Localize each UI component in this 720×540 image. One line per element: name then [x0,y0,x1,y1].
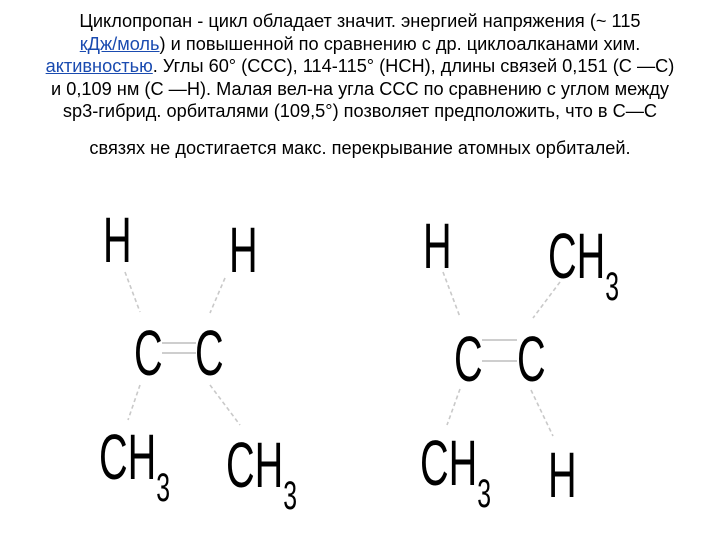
group-ch3 [420,429,491,517]
text-line-1: Циклопропан - цикл обладает значит. энергией напряжения (~ 115 [79,11,641,31]
group-ch3 [226,431,297,519]
link-activity[interactable]: активностью [45,56,153,76]
structure-cis [99,206,297,519]
group-ch3 [99,423,170,511]
atom-c: C [454,324,483,396]
ch3-subscript: 3 [156,466,171,511]
ch3-subscript: 3 [477,472,492,517]
text-line-5: sp3-гибрид. орбиталями (109,5°) позволяет предположить, что в С—С [62,101,658,121]
link-kj-mol[interactable]: кДж/моль [79,33,160,54]
group-ch3 [548,222,619,310]
text-line-4: и 0,109 нм (С —Н). Малая вел-на угла ССС по сравнению с углом между [51,78,669,99]
text-line-2-rest: ) и повышенной по сравнению с др. циклоалканами хим. [159,33,641,54]
bond-h-c-left [125,272,140,312]
atom-c: C [195,318,224,390]
atom-h: H [423,211,452,283]
ch3-main: CH [548,221,606,293]
atom-c: C [134,318,163,390]
text-line-6: связях не достигается макс. перекрывание атомных орбиталей. [89,137,631,158]
bond-h-c-right [210,278,225,313]
ch3-subscript: 3 [605,265,620,310]
atom-c: C [517,324,546,396]
ch3-main: CH [99,422,157,494]
bond-c-ch3-left [128,385,140,420]
bond-c-h-right [531,390,553,436]
atom-h: H [103,205,132,277]
ch3-main: CH [226,430,284,502]
atom-h: H [229,215,258,287]
atom-h: H [548,440,577,512]
structure-trans [420,212,619,517]
ch3-subscript: 3 [283,474,298,519]
bond-c-ch3-right [210,385,240,425]
ch3-main: CH [420,428,478,500]
text-line-3-rest: . Углы 60° (ССС), 114-115° (НСН), длины связей 0,151 (С —С) [152,56,675,76]
